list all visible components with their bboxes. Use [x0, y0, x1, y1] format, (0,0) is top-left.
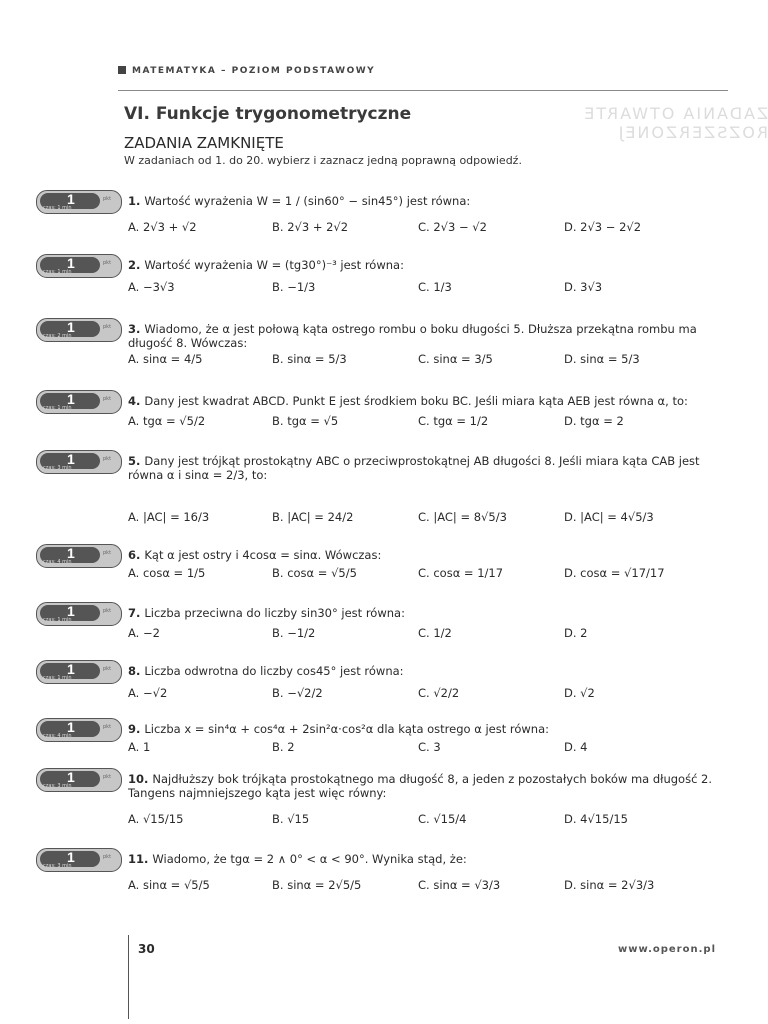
badge-time: czas: 3 min [43, 465, 72, 471]
answer-option-b[interactable]: B. tgα = √5 [272, 414, 339, 428]
square-bullet-icon [118, 66, 126, 74]
answer-option-a[interactable]: A. 2√3 + √2 [128, 220, 197, 234]
answer-option-d[interactable]: D. sinα = 5/3 [564, 352, 640, 366]
question-body: Wiadomo, że α jest połową kąta ostrego rombu o boku długości 5. Dłuższa przekątna rombu ma długość 8. Wówczas: [128, 322, 697, 350]
question-text [128, 548, 728, 562]
points-badge [36, 450, 122, 474]
question-number: 7. [128, 606, 145, 620]
answer-option-b[interactable]: B. −√2/2 [272, 686, 323, 700]
badge-time: czas: 1 min [43, 405, 72, 411]
answer-option-a[interactable]: A. tgα = √5/2 [128, 414, 206, 428]
badge-points: 1 [67, 849, 75, 865]
answer-option-c[interactable]: C. sinα = 3/5 [418, 352, 493, 366]
points-badge [36, 390, 122, 414]
question-body: Liczba odwrotna do liczby cos45° jest równa: [144, 664, 404, 678]
question-body: Liczba x = sin⁴α + cos⁴α + 2sin²α·cos²α dla kąta ostrego α jest równa: [144, 722, 550, 736]
points-badge [36, 602, 122, 626]
answer-option-d[interactable]: D. cosα = √17/17 [564, 566, 665, 580]
question-number: 5. [128, 454, 145, 468]
badge-unit: pkt [103, 456, 112, 462]
badge-unit: pkt [103, 260, 112, 266]
question-number: 3. [128, 322, 145, 336]
badge-points: 1 [67, 769, 75, 785]
answer-option-c[interactable]: C. 2√3 − √2 [418, 220, 487, 234]
header-rule [118, 90, 728, 91]
badge-time: czas: 3 min [43, 783, 72, 789]
publisher-website: www.operon.pl [618, 944, 716, 955]
answer-option-c[interactable]: C. tgα = 1/2 [418, 414, 489, 428]
question-text [128, 454, 728, 482]
badge-unit: pkt [103, 324, 112, 330]
badge-time: czas: 4 min [43, 733, 72, 739]
question-text [128, 394, 728, 408]
badge-unit: pkt [103, 608, 112, 614]
question-text [128, 664, 728, 678]
answer-option-c[interactable]: C. |AC| = 8√5/3 [418, 510, 507, 524]
section-subtitle: ZADANIA ZAMKNIĘTE [124, 134, 284, 152]
answer-option-d[interactable]: D. 4√15/15 [564, 812, 628, 826]
answer-option-b[interactable]: B. 2√3 + 2√2 [272, 220, 349, 234]
answer-option-b[interactable]: B. cosα = √5/5 [272, 566, 357, 580]
answer-option-a[interactable]: A. sinα = √5/5 [128, 878, 210, 892]
question-body: Kąt α jest ostry i 4cosα = sinα. Wówczas: [144, 548, 382, 562]
answer-option-a[interactable]: A. cosα = 1/5 [128, 566, 206, 580]
question-body: Wiadomo, że tgα = 2 ∧ 0° < α < 90°. Wynika stąd, że: [152, 852, 467, 866]
answer-option-d[interactable]: D. √2 [564, 686, 595, 700]
section-title: VI. Funkcje trygonometryczne [124, 104, 412, 124]
badge-time: czas: 4 min [43, 559, 72, 565]
answer-option-d[interactable]: D. sinα = 2√3/3 [564, 878, 655, 892]
answer-option-a[interactable]: A. 1 [128, 740, 151, 754]
badge-points: 1 [67, 391, 75, 407]
answer-option-b[interactable]: B. |AC| = 24/2 [272, 510, 354, 524]
badge-unit: pkt [103, 396, 112, 402]
question-body: Dany jest kwadrat ABCD. Punkt E jest środkiem boku BC. Jeśli miara kąta AEB jest równa α, to: [144, 394, 688, 408]
question-text [128, 606, 728, 620]
question-number: 1. [128, 194, 145, 208]
instruction-text: W zadaniach od 1. do 20. wybierz i zaznacz jedną poprawną odpowiedź. [124, 154, 522, 167]
bleed-through-text: ZADANIA OTWARTE ROZSZERZONEJ [582, 104, 768, 142]
answer-option-a[interactable]: A. −2 [128, 626, 160, 640]
answer-option-a[interactable]: A. √15/15 [128, 812, 184, 826]
answer-option-d[interactable]: D. 2√3 − 2√2 [564, 220, 642, 234]
points-badge [36, 660, 122, 684]
badge-points: 1 [67, 603, 75, 619]
running-header [118, 66, 375, 76]
badge-unit: pkt [103, 196, 112, 202]
answer-option-d[interactable]: D. tgα = 2 [564, 414, 624, 428]
badge-time: czas: 3 min [43, 863, 72, 869]
question-number: 9. [128, 722, 145, 736]
question-text [128, 852, 728, 866]
badge-unit: pkt [103, 666, 112, 672]
badge-points: 1 [67, 719, 75, 735]
answer-option-b[interactable]: B. √15 [272, 812, 310, 826]
badge-unit: pkt [103, 774, 112, 780]
badge-unit: pkt [103, 854, 112, 860]
question-number: 2. [128, 258, 145, 272]
answer-option-c[interactable]: C. 1/3 [418, 280, 452, 294]
page-number: 30 [138, 942, 155, 956]
answer-option-b[interactable]: B. −1/3 [272, 280, 316, 294]
question-text [128, 322, 728, 350]
question-number: 10. [128, 772, 153, 786]
answer-option-c[interactable]: C. sinα = √3/3 [418, 878, 501, 892]
badge-points: 1 [67, 661, 75, 677]
badge-time: czas: 2 min [43, 333, 72, 339]
question-body: Najdłuższy bok trójkąta prostokątnego ma długość 8, a jeden z pozostałych boków ma długość 2. Tangens najmniejszego kąta jest więc równy: [128, 772, 713, 800]
question-number: 11. [128, 852, 153, 866]
badge-time: czas: 1 min [43, 617, 72, 623]
answer-option-c[interactable]: C. 3 [418, 740, 441, 754]
badge-time: czas: 1 min [43, 269, 72, 275]
footer-rule [128, 935, 129, 1019]
question-text [128, 722, 728, 736]
question-body: Wartość wyrażenia W = 1 / (sin60° − sin45°) jest równa: [144, 194, 471, 208]
answer-option-c[interactable]: C. cosα = 1/17 [418, 566, 504, 580]
answer-option-c[interactable]: C. 1/2 [418, 626, 452, 640]
points-badge [36, 190, 122, 214]
answer-option-b[interactable]: B. −1/2 [272, 626, 316, 640]
answer-option-d[interactable]: D. 4 [564, 740, 588, 754]
question-text [128, 194, 728, 208]
badge-points: 1 [67, 545, 75, 561]
points-badge [36, 768, 122, 792]
question-body: Dany jest trójkąt prostokątny ABC o przeciwprostokątnej AB długości 8. Jeśli miara kąta CAB jest równa α i sinα = 2/3, to: [128, 454, 700, 482]
answer-option-c[interactable]: C. √2/2 [418, 686, 460, 700]
answer-option-d[interactable]: D. 2 [564, 626, 588, 640]
badge-unit: pkt [103, 550, 112, 556]
answer-option-b[interactable]: B. sinα = 2√5/5 [272, 878, 362, 892]
question-text [128, 772, 728, 800]
badge-unit: pkt [103, 724, 112, 730]
badge-points: 1 [67, 319, 75, 335]
answer-option-d[interactable]: D. |AC| = 4√5/3 [564, 510, 654, 524]
answer-option-a[interactable]: A. |AC| = 16/3 [128, 510, 210, 524]
points-badge [36, 718, 122, 742]
points-badge [36, 848, 122, 872]
badge-time: czas: 1 min [43, 205, 72, 211]
question-number: 6. [128, 548, 145, 562]
question-text [128, 258, 728, 272]
badge-points: 1 [67, 191, 75, 207]
answer-option-a[interactable]: A. sinα = 4/5 [128, 352, 203, 366]
answer-option-d[interactable]: D. 3√3 [564, 280, 603, 294]
answer-option-c[interactable]: C. √15/4 [418, 812, 467, 826]
answer-option-b[interactable]: B. 2 [272, 740, 295, 754]
question-number: 4. [128, 394, 145, 408]
answer-option-a[interactable]: A. −3√3 [128, 280, 175, 294]
answer-option-b[interactable]: B. sinα = 5/3 [272, 352, 347, 366]
points-badge [36, 544, 122, 568]
badge-points: 1 [67, 451, 75, 467]
answer-option-a[interactable]: A. −√2 [128, 686, 168, 700]
badge-points: 1 [67, 255, 75, 271]
running-title: MATEMATYKA – POZIOM PODSTAWOWY [132, 66, 376, 76]
badge-time: czas: 1 min [43, 675, 72, 681]
question-body: Liczba przeciwna do liczby sin30° jest równa: [144, 606, 405, 620]
points-badge [36, 318, 122, 342]
question-number: 8. [128, 664, 145, 678]
question-body: Wartość wyrażenia W = (tg30°)⁻³ jest równa: [144, 258, 404, 272]
points-badge [36, 254, 122, 278]
